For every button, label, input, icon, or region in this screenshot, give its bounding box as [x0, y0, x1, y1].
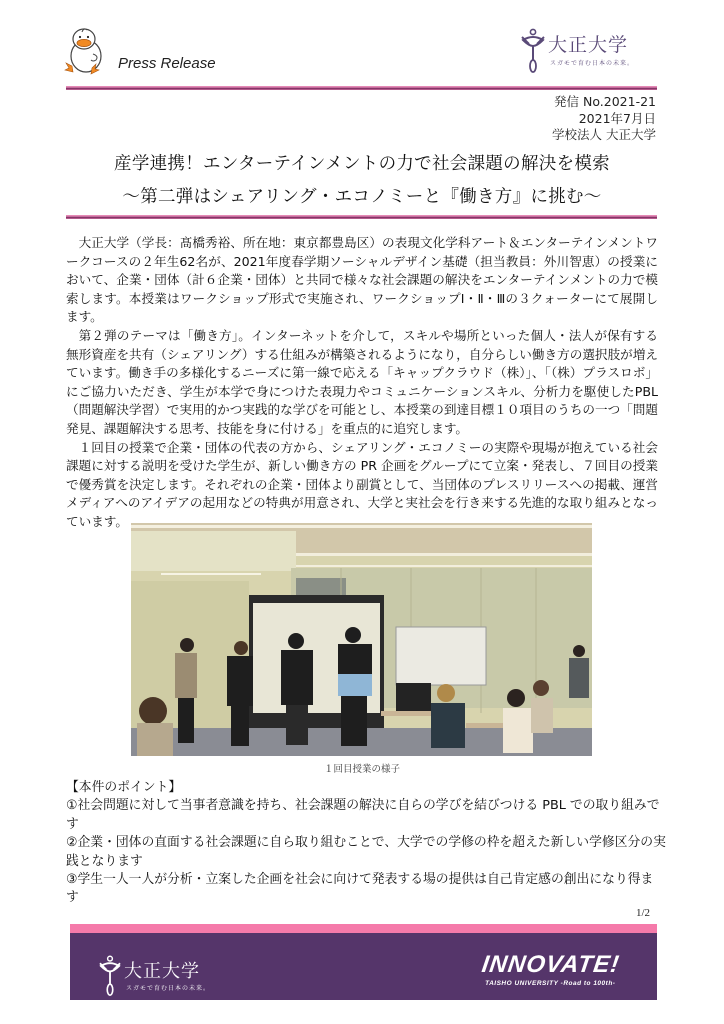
university-emblem-icon [98, 955, 122, 997]
innovate-slogan: INNOVATE! [479, 951, 621, 978]
innovate-logo [479, 951, 621, 987]
release-organization: 学校法人 大正大学 [552, 127, 656, 142]
university-name: 大正大学 [548, 34, 629, 56]
body-paragraph: 第２弾のテーマは「働き方」。インターネットを介して，スキルや場所といった個人・法人が保有する無形資産を共有（シェアリング）する仕組みが構築されるようになり，自分らしい働き方の選択肢が増えています。働き手の多様化するニーズに第一線で応える「キャップクラウド（株）」、「（株）プラスロボ」にご協力いただき、学生が本学で身につけた表現力やコミュニケーションスキル、分析力を駆使したPBL（問題解決学習）で実用的かつ実践的な学びを可能とし、本授業の到達目標１０項目のうちの一つ「問題発見、課題解決する思考、技能を身に付ける」を重点的に追究します。 [66, 327, 658, 436]
university-logo [520, 26, 660, 76]
university-tagline: スガモで育む日本の未来。 [550, 60, 635, 67]
footer-university-tagline: スガモで育む日本の未来。 [126, 985, 211, 992]
key-point-item: ②企業・団体の直面する社会課題に自ら取り組むことで、大学での学修の枠を超えた新しい学修区分の実践となります [66, 835, 666, 869]
header-divider [66, 86, 657, 90]
footer-university-logo [98, 955, 238, 995]
footer-banner [70, 924, 657, 1000]
footer-accent-strip [70, 924, 657, 933]
class-photo [131, 523, 592, 756]
key-points [66, 779, 666, 908]
innovate-subline: TAISHO UNIVERSITY -Road to 100th- [485, 980, 616, 987]
key-point-item: ③学生一人一人が分析・立案した企画を社会に向けて発表する場の提供は自己肯定感の創出になり得ます [66, 872, 654, 906]
university-emblem-icon [520, 28, 546, 74]
page-number: 1/2 [636, 907, 651, 919]
key-point-item: ①社会問題に対して当事者意識を持ち、社会課題の解決に自らの学びを結びつける PBL での取り組みです [66, 798, 660, 832]
footer-band [70, 933, 657, 1000]
release-date: 2021年7月日 [578, 110, 656, 126]
key-points-heading: 【本件のポイント】 [66, 780, 182, 795]
release-number: 発信 No.2021-21 [554, 94, 656, 109]
body-paragraph: 大正大学（学長：髙橋秀裕、所在地：東京都豊島区）の表現文化学科アート＆エンターテインメントワークコースの２年生62名が、2021年度春学期ソーシャルデザイン基礎（担当教員：外川智恵）の授業において、企業・団体（計６企業・団体）と共同で様々な社会課題の解決をエンターテインメントの力で模索します。本授業はワークショップ形式で実施され、ワークショップⅠ・Ⅱ・Ⅲの３クォーターにて展開します。 [66, 235, 658, 325]
photo-caption: １回目授業の様子 [323, 764, 400, 775]
press-release-label: Press Release [118, 55, 216, 72]
page-subtitle: ～第二弾はシェアリング・エコノミーと『働き方』に挑む～ [122, 187, 602, 207]
article-body [66, 234, 658, 532]
mascot-duck-icon [62, 24, 114, 78]
release-meta [552, 94, 656, 144]
page-title: 産学連携！エンターテインメントの力で社会課題の解決を模索 [114, 154, 610, 174]
body-paragraph: １回目の授業で企業・団体の代表の方から、シェアリング・エコノミーの実際や現場が抱えている社会課題に対する説明を受けた学生が、新しい働き方の PR 企画をグループにて立案・発表し、７回目の授業で優秀賞を決定します。それぞれの企業・団体より副賞として、当団体のプレスリリースへの掲載、運営メディアへのアイデアの起用などの特典が用意され、大学と実社会を行き来する先進的な取り組みとなっています。 [66, 439, 658, 529]
title-divider [66, 215, 657, 219]
footer-university-name: 大正大学 [124, 961, 200, 982]
